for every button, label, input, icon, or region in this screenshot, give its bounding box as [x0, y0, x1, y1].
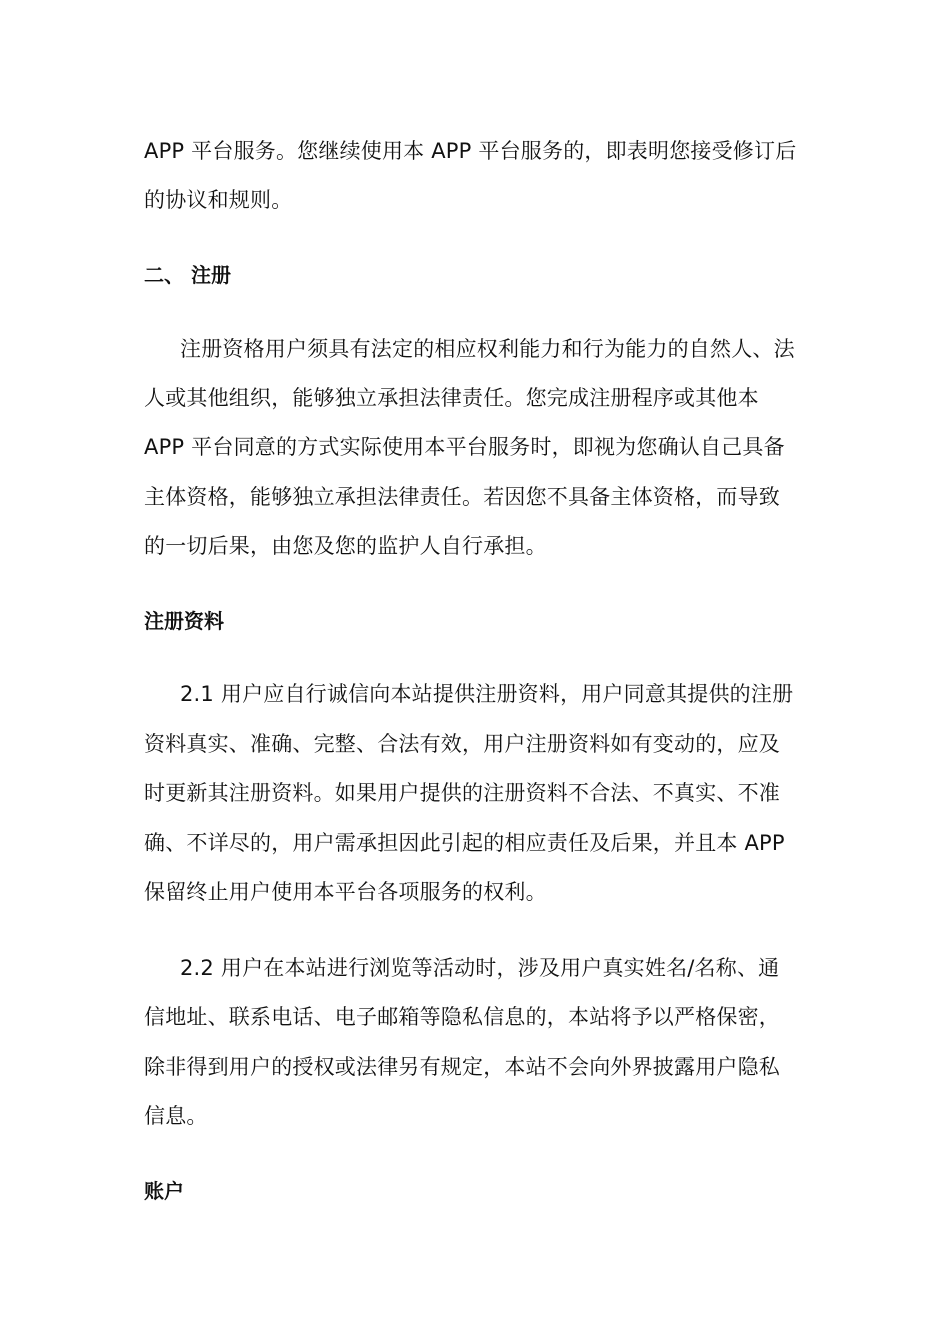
clause-2-2-line-1: 2.2 用户在本站进行浏览等活动时，涉及用户真实姓名/名称、通 — [180, 956, 780, 980]
clause-2-1-line-5: 保留终止用户使用本平台各项服务的权利。 — [144, 880, 547, 904]
intro-line-1: APP 平台服务。您继续使用本 APP 平台服务的，即表明您接受修订后 — [144, 139, 797, 163]
register-paragraph-line-4: 主体资格，能够独立承担法律责任。若因您不具备主体资格，而导致 — [144, 485, 780, 509]
section-heading-register: 二、 注册 — [144, 263, 231, 287]
clause-2-2-line-4: 信息。 — [144, 1104, 208, 1128]
clause-2-1-line-2: 资料真实、准确、完整、合法有效，用户注册资料如有变动的，应及 — [144, 732, 780, 756]
clause-2-1-line-1: 2.1 用户应自行诚信向本站提供注册资料，用户同意其提供的注册 — [180, 682, 794, 706]
section-heading-account: 账户 — [144, 1179, 184, 1203]
clause-2-2-line-3: 除非得到用户的授权或法律另有规定，本站不会向外界披露用户隐私 — [144, 1055, 780, 1079]
register-paragraph-line-3: APP 平台同意的方式实际使用本平台服务时，即视为您确认自己具备 — [144, 435, 785, 459]
register-paragraph-line-1: 注册资格用户须具有法定的相应权利能力和行为能力的自然人、法 — [180, 337, 795, 361]
clause-2-1-line-3: 时更新其注册资料。如果用户提供的注册资料不合法、不真实、不准 — [144, 781, 780, 805]
section-heading-materials: 注册资料 — [144, 609, 224, 633]
register-paragraph-line-2: 人或其他组织，能够独立承担法律责任。您完成注册程序或其他本 — [144, 386, 759, 410]
register-paragraph-line-5: 的一切后果，由您及您的监护人自行承担。 — [144, 534, 547, 558]
clause-2-2-line-2: 信地址、联系电话、电子邮箱等隐私信息的，本站将予以严格保密， — [144, 1005, 780, 1029]
clause-2-1-line-4: 确、不详尽的，用户需承担因此引起的相应责任及后果，并且本 APP — [144, 831, 785, 855]
intro-line-2: 的协议和规则。 — [144, 188, 293, 212]
